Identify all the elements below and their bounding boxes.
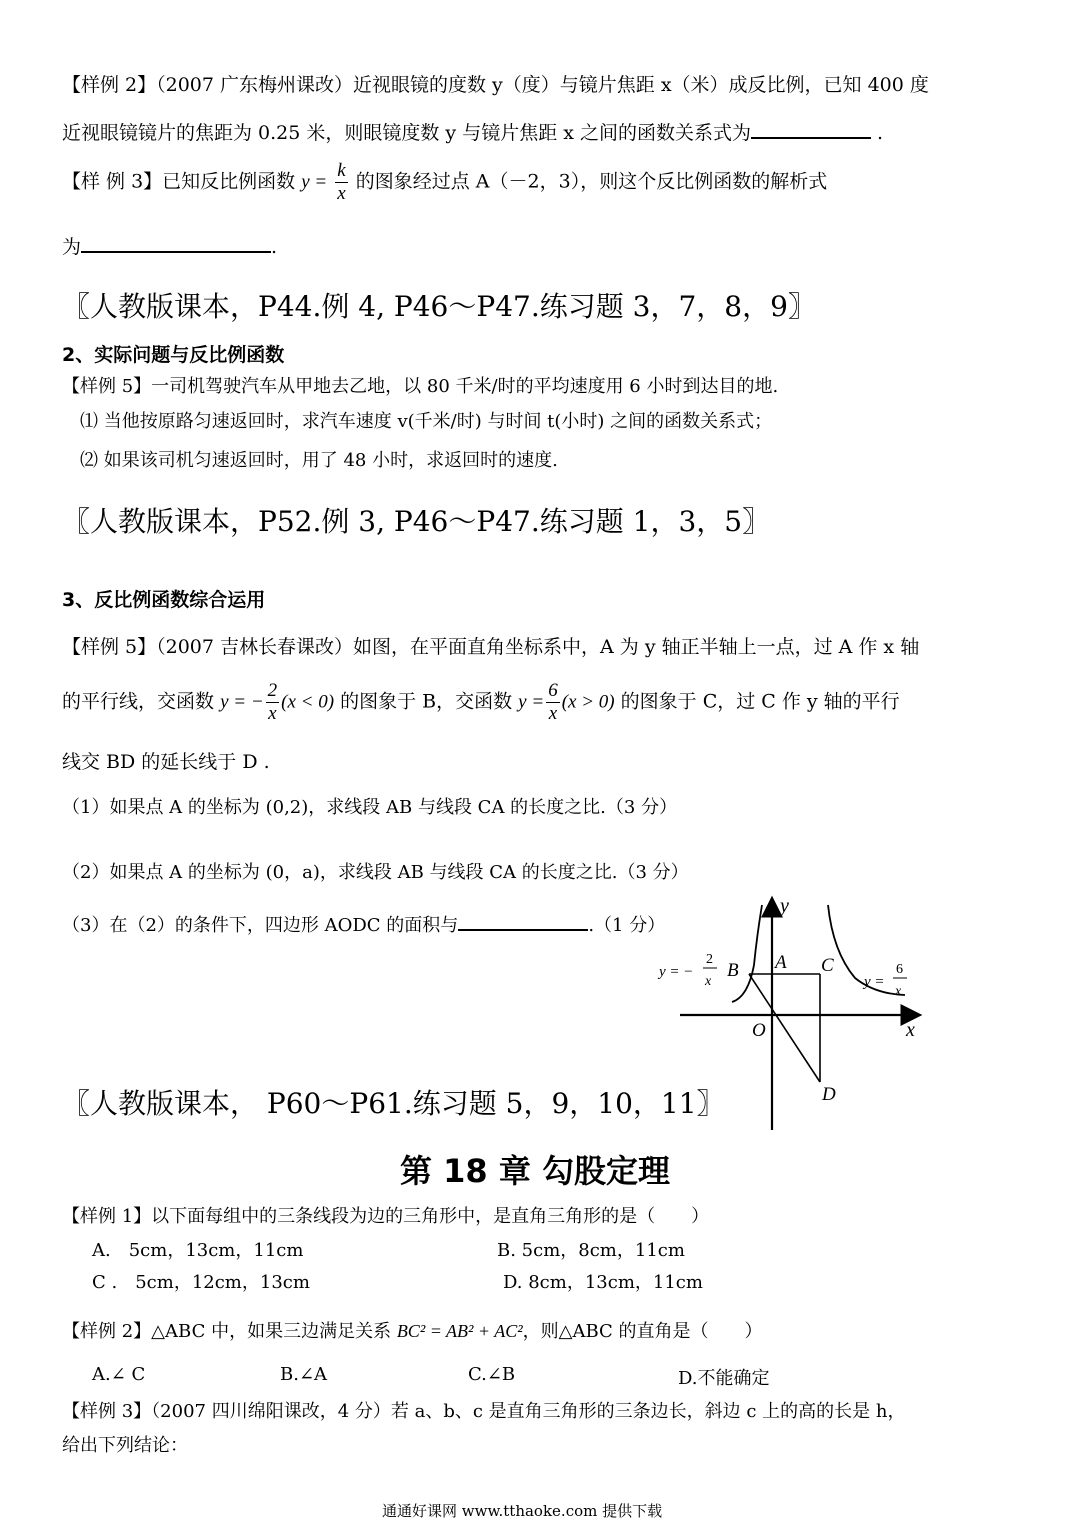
example-2-text: 近视眼镜镜片的焦距为 0.25 米，则眼镜度数 y 与镜片焦距 x 之间的函数关系式为 — [62, 122, 751, 144]
option-a: A.∠ C — [92, 1364, 146, 1385]
answer-blank — [458, 928, 588, 931]
footer: 通通好课网 www.tthaoke.com 提供下载 — [382, 1502, 663, 1520]
label-right-num: 6 — [896, 962, 903, 977]
example-text-c: 的图象于 C，过 C 作 y 轴的平行 — [620, 690, 900, 713]
fraction-den: x — [337, 182, 346, 204]
chapter-title: 第 18 章 勾股定理 — [400, 1152, 670, 1190]
question-2: ⑵ 如果该司机匀速返回时，用了 48 小时，求返回时的速度. — [80, 450, 558, 471]
example-3-line-1 — [62, 160, 827, 205]
fraction-num: 6 — [548, 680, 558, 701]
point-c-label: C — [821, 955, 834, 976]
example-text-b: 的图象于 B，交函数 — [340, 690, 513, 713]
question-3-score: .（1 分） — [588, 915, 666, 936]
example-3-text-a: 【样 例 3】已知反比例函数 — [62, 170, 302, 193]
math-f2-cond: (x > 0) — [561, 691, 615, 713]
example-3-line-1: 【样例 3】（2007 四川绵阳课改，4 分）若 a、b、c 是直角三角形的三条边长，斜边 c 上的高的长是 h， — [62, 1401, 906, 1422]
math-y-eq: y = — [301, 171, 328, 193]
fraction-2-over-x — [266, 680, 280, 725]
example-5-text: 【样例 5】一司机驾驶汽车从甲地去乙地，以 80 千米/时的平均速度用 6 小时到达目的地. — [62, 376, 779, 397]
fraction-den: x — [268, 702, 277, 724]
option-b: B. 5cm，8cm，11cm — [497, 1240, 685, 1261]
x-axis-label: x — [906, 1019, 915, 1041]
pythagorean-relation: BC² = AB² + AC² — [396, 1321, 523, 1341]
example-2-text-a: 【样例 2】△ABC 中，如果三边满足关系 — [62, 1321, 392, 1342]
section-heading: 2、实际问题与反比例函数 — [62, 344, 285, 366]
textbook-reference: 〖人教版课本，P44.例 4, P46～P47.练习题 3，7，8，9〗 — [62, 290, 816, 323]
label-left-den: x — [705, 974, 712, 989]
textbook-reference: 〖人教版课本，P52.例 3, P46～P47.练习题 1，3，5〗 — [62, 505, 771, 538]
textbook-reference: 〖人教版课本， P60～P61.练习题 5，9，10，11〗 — [62, 1087, 725, 1120]
example-2-text — [62, 1317, 763, 1343]
example-text-a: 的平行线，交函数 — [62, 690, 215, 713]
label-left-function: y = − — [659, 964, 694, 980]
option-d: D.不能确定 — [678, 1368, 770, 1389]
question-2: （2）如果点 A 的坐标为 (0，a)，求线段 AB 与线段 CA 的长度之比.（3 分） — [62, 862, 689, 883]
option-b: B.∠A — [280, 1364, 328, 1385]
point-b-label: B — [727, 960, 739, 981]
question-1: （1）如果点 A 的坐标为 (0,2)，求线段 AB 与线段 CA 的长度之比.（3 分） — [62, 797, 678, 818]
example-1-text: 【样例 1】以下面每组中的三条线段为边的三角形中，是直角三角形的是（ ） — [62, 1206, 710, 1227]
example-3-text-b: 的图象经过点 A（－2，3），则这个反比例函数的解析式 — [355, 170, 828, 193]
origin-label: O — [752, 1020, 766, 1041]
math-f1-cond: (x < 0) — [281, 691, 335, 713]
example-5b-line-2 — [62, 680, 900, 725]
label-right-den: x — [895, 984, 902, 999]
example-3-line-2: 为 . — [62, 236, 278, 258]
example-3-line-2: 给出下列结论： — [62, 1435, 188, 1456]
question-3 — [62, 911, 665, 937]
option-d: D. 8cm，13cm，11cm — [503, 1272, 703, 1293]
example-5b-line-1: 【样例 5】（2007 吉林长春课改）如图，在平面直角坐标系中，A 为 y 轴正半轴上一点，过 A 作 x 轴 — [62, 636, 920, 658]
question-1: ⑴ 当他按原路匀速返回时，求汽车速度 v(千米/时) 与时间 t(小时) 之间的函数关系式； — [80, 411, 773, 432]
fraction-den: x — [548, 702, 558, 724]
label-left-num: 2 — [706, 952, 713, 967]
fraction-num: k — [337, 160, 346, 181]
math-f2-pre: y = — [518, 691, 545, 713]
question-3-text: （3）在（2）的条件下，四边形 AODC 的面积与 — [62, 915, 459, 936]
example-2-line-2: 近视眼镜镜片的焦距为 0.25 米，则眼镜度数 y 与镜片焦距 x 之间的函数关系式为 . — [62, 122, 884, 144]
y-axis-label: y — [780, 895, 789, 917]
answer-blank — [81, 250, 271, 253]
example-5b-line-3: 线交 BD 的延长线于 D . — [62, 751, 270, 773]
option-c: C.∠B — [468, 1364, 516, 1385]
example-3-text-c: 为 — [62, 236, 82, 258]
section-heading: 3、反比例函数综合运用 — [62, 589, 266, 611]
option-c: C . 5cm，12cm，13cm — [92, 1272, 310, 1293]
answer-blank — [751, 136, 871, 139]
label-right-function: y = — [864, 974, 885, 990]
fraction-6-over-x — [546, 680, 560, 725]
example-2-line-1: 【样例 2】（2007 广东梅州课改）近视眼镜的度数 y（度）与镜片焦距 x（米）成反比例，已知 400 度 — [62, 74, 929, 96]
math-f1-pre: y = − — [220, 691, 264, 713]
option-a: A. 5cm，13cm，11cm — [92, 1240, 304, 1261]
fraction-k-over-x — [335, 160, 347, 205]
point-a-label: A — [775, 952, 787, 973]
example-2-text-b: ，则△ABC 的直角是（ ） — [522, 1321, 763, 1342]
fraction-num: 2 — [267, 680, 278, 701]
point-d-label: D — [822, 1084, 836, 1105]
